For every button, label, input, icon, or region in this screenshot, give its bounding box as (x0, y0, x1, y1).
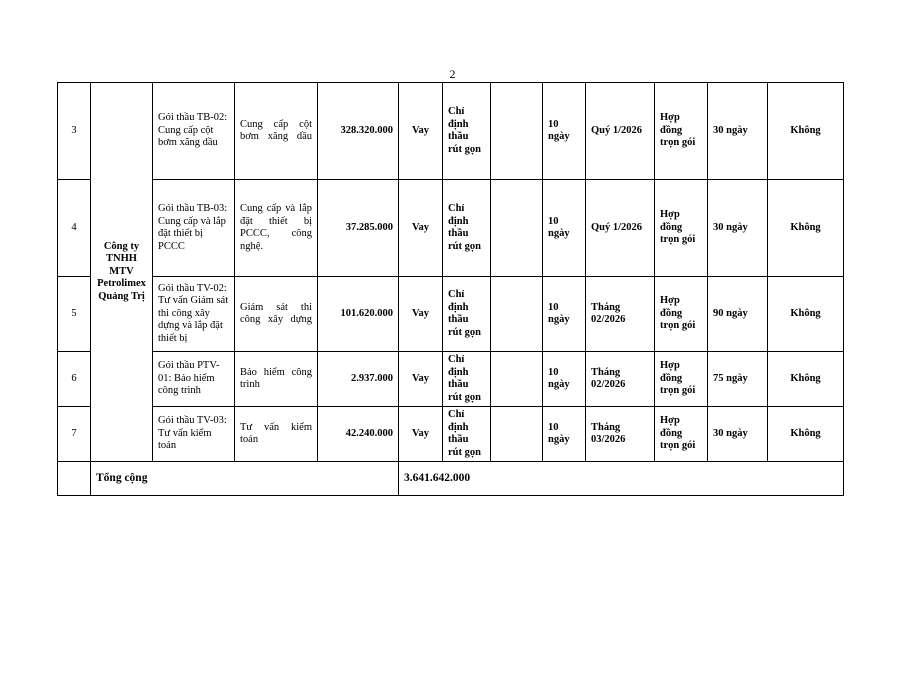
table-row (58, 407, 844, 462)
empty-cell (491, 180, 543, 277)
execution-time-cell: 30 ngày (708, 407, 768, 462)
execution-time-cell: 75 ngày (708, 352, 768, 407)
table-row (58, 352, 844, 407)
scope-cell: Bảo hiểm công trình (235, 352, 318, 407)
option-cell: Không (768, 83, 844, 180)
table-row (58, 180, 844, 277)
total-row (58, 462, 844, 496)
selection-method-cell: Chỉ định thầu rút gọn (443, 352, 491, 407)
page-number: 2 (449, 67, 456, 81)
start-time-cell: Tháng 03/2026 (586, 407, 655, 462)
stt-cell: 5 (58, 277, 91, 352)
execution-time-cell: 30 ngày (708, 83, 768, 180)
selection-duration-cell: 10 ngày (543, 352, 586, 407)
company-cell: Công ty TNHH MTV Petrolimex Quảng Trị (91, 83, 153, 462)
package-name-cell: Gói thầu TV-02: Tư vấn Giám sát thi công xây dựng và lắp đặt thiết bị (153, 277, 235, 352)
price-cell: 42.240.000 (318, 407, 399, 462)
start-time-cell: Tháng 02/2026 (586, 277, 655, 352)
start-time-cell: Quý 1/2026 (586, 83, 655, 180)
execution-time-cell: 30 ngày (708, 180, 768, 277)
total-label: Tổng cộng (91, 462, 399, 496)
total-value: 3.641.642.000 (399, 462, 844, 496)
selection-duration-cell: 10 ngày (543, 407, 586, 462)
empty-cell (491, 277, 543, 352)
start-time-cell: Tháng 02/2026 (586, 352, 655, 407)
empty-cell (491, 407, 543, 462)
funding-source-cell: Vay (399, 277, 443, 352)
price-cell: 2.937.000 (318, 352, 399, 407)
scope-cell: Cung cấp cột bơm xăng dầu (235, 83, 318, 180)
scope-cell: Cung cấp và lắp đặt thiết bị PCCC, công nghệ. (235, 180, 318, 277)
price-cell: 37.285.000 (318, 180, 399, 277)
stt-cell: 4 (58, 180, 91, 277)
funding-source-cell: Vay (399, 407, 443, 462)
stt-cell: 3 (58, 83, 91, 180)
package-name-cell: Gói thầu PTV-01: Bảo hiểm công trình (153, 352, 235, 407)
selection-method-cell: Chỉ định thầu rút gọn (443, 83, 491, 180)
selection-duration-cell: 10 ngày (543, 83, 586, 180)
scope-cell: Tư vấn kiểm toán (235, 407, 318, 462)
funding-source-cell: Vay (399, 352, 443, 407)
option-cell: Không (768, 407, 844, 462)
selection-duration-cell: 10 ngày (543, 277, 586, 352)
stt-cell: 7 (58, 407, 91, 462)
contract-type-cell: Hợp đồng trọn gói (655, 83, 708, 180)
contract-type-cell: Hợp đồng trọn gói (655, 352, 708, 407)
empty-cell (491, 83, 543, 180)
scope-cell: Giám sát thi công xây dựng (235, 277, 318, 352)
empty-cell (491, 352, 543, 407)
contract-type-cell: Hợp đồng trọn gói (655, 277, 708, 352)
table-row (58, 83, 844, 180)
selection-method-cell: Chỉ định thầu rút gọn (443, 277, 491, 352)
price-cell: 328.320.000 (318, 83, 399, 180)
package-name-cell: Gói thầu TB-02: Cung cấp cột bơm xăng dầu (153, 83, 235, 180)
contract-type-cell: Hợp đồng trọn gói (655, 180, 708, 277)
bid-package-table (57, 82, 844, 496)
selection-method-cell: Chỉ định thầu rút gọn (443, 180, 491, 277)
selection-duration-cell: 10 ngày (543, 180, 586, 277)
execution-time-cell: 90 ngày (708, 277, 768, 352)
total-stt-cell (58, 462, 91, 496)
option-cell: Không (768, 352, 844, 407)
package-name-cell: Gói thầu TV-03: Tư vấn kiểm toán (153, 407, 235, 462)
package-name-cell: Gói thầu TB-03: Cung cấp và lắp đặt thiết bị PCCC (153, 180, 235, 277)
stt-cell: 6 (58, 352, 91, 407)
table-row (58, 277, 844, 352)
option-cell: Không (768, 180, 844, 277)
selection-method-cell: Chỉ định thầu rút gọn (443, 407, 491, 462)
start-time-cell: Quý 1/2026 (586, 180, 655, 277)
contract-type-cell: Hợp đồng trọn gói (655, 407, 708, 462)
price-cell: 101.620.000 (318, 277, 399, 352)
funding-source-cell: Vay (399, 180, 443, 277)
option-cell: Không (768, 277, 844, 352)
funding-source-cell: Vay (399, 83, 443, 180)
